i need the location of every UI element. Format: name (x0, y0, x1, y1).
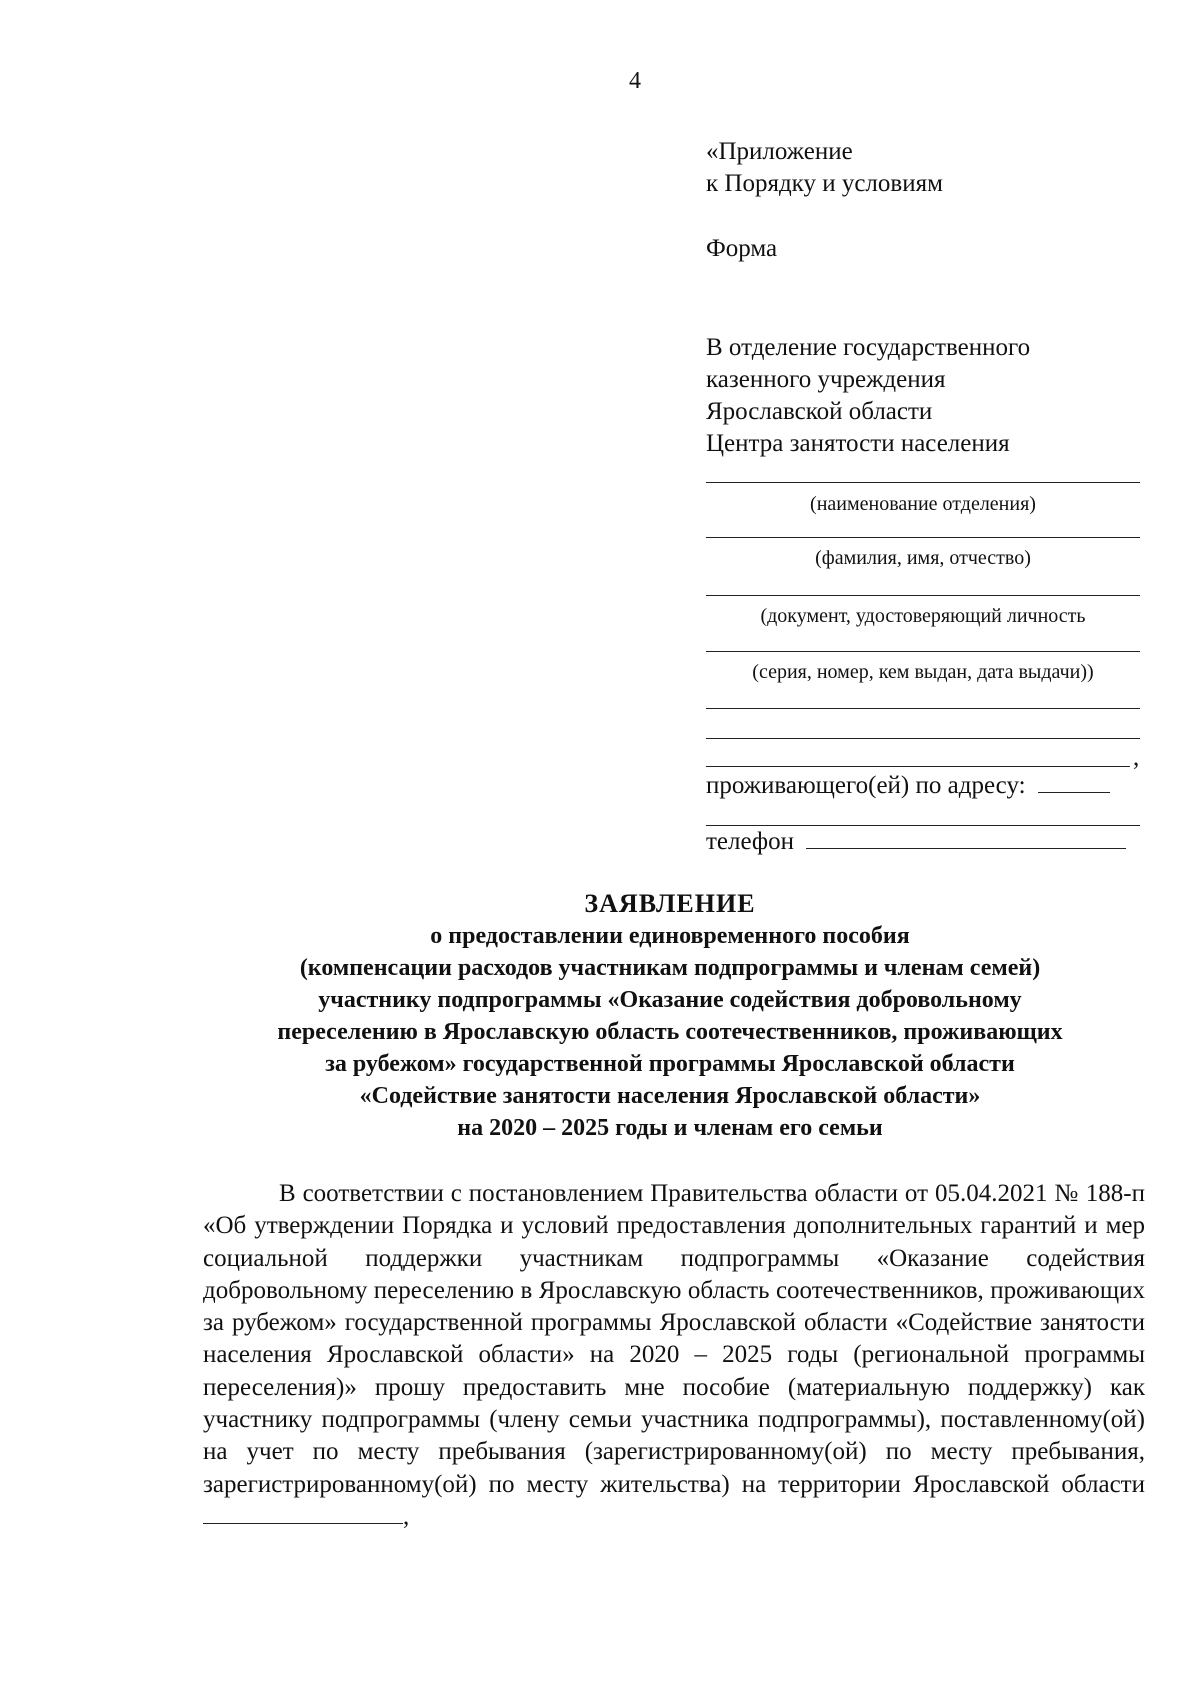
title-line: участнику подпрограммы «Оказание содействия добровольному (318, 987, 1022, 1013)
annex-heading (706, 136, 1140, 200)
phone-label: телефон (706, 828, 794, 855)
document-title (180, 888, 1160, 1144)
title-main: ЗАЯВЛЕНИЕ (584, 889, 756, 918)
phone-input-line[interactable] (806, 826, 1126, 849)
id-document-caption: (документ, удостоверяющий личность (760, 605, 1086, 627)
title-line: «Содействие занятости населения Ярославской области» (359, 1083, 981, 1109)
id-details-caption: (серия, номер, кем выдан, дата выдачи)) (752, 661, 1094, 683)
branch-name-caption: (наименование отделения) (810, 493, 1036, 515)
title-line: за рубежом» государственной программы Ярославской области (325, 1051, 1015, 1077)
id-document-line[interactable] (706, 595, 1140, 596)
addressee-line: В отделение государственного (706, 334, 1031, 361)
title-line: (компенсации расходов участникам подпрограммы и членам семей) (299, 955, 1041, 981)
form-label: Форма (706, 235, 778, 262)
line-end-comma: , (1133, 744, 1140, 771)
annex-line: к Порядку и условиям (706, 170, 943, 197)
full-name-caption: (фамилия, имя, отчество) (815, 547, 1031, 569)
extra-line[interactable] (706, 766, 1130, 767)
title-line: переселению в Ярославскую область соотечественников, проживающих (277, 1019, 1063, 1045)
extra-line[interactable] (706, 738, 1140, 739)
residence-label: проживающего(ей) по адресу: (706, 772, 1026, 799)
addressee-block (706, 332, 1140, 460)
body-tail-comma: , (403, 1502, 410, 1530)
branch-name-line[interactable] (706, 482, 1140, 483)
residence-field (706, 770, 1140, 802)
addressee-line: казенного учреждения (706, 366, 946, 393)
title-line: на 2020 – 2025 годы и членам его семьи (457, 1115, 883, 1141)
addressee-line: Ярославской области (706, 398, 933, 425)
phone-field (706, 826, 1140, 858)
annex-line: «Приложение (706, 138, 853, 165)
body-paragraph (203, 1178, 1145, 1533)
id-details-line[interactable] (706, 651, 1140, 652)
residence-input-line[interactable] (1038, 770, 1110, 793)
page-number: 4 (629, 68, 641, 94)
extra-line[interactable] (706, 708, 1140, 709)
full-name-line[interactable] (706, 537, 1140, 538)
addressee-line: Центра занятости населения (706, 430, 1010, 457)
body-text: В соответствии с постановлением Правительства области от 05.04.2021 № 188-п «Об утверждении Порядка и условий предоставления дополнительных гарантий и мер социальной поддержки участникам подпрограммы «Оказание содействия добровольному переселению в Ярославскую область соотечественников, проживающих за рубежом» государственной программы Ярославской области «Содействие занятости населения Ярославской области» на 2020 – 2025 годы (региональной программы переселения)» прошу предоставить мне пособие (материальную поддержку) как участнику подпрограммы (члену семьи участника подпрограммы), поставленному(ой) на учет по месту пребывания (зарегистрированному(ой) по месту пребывания, зарегистрированному(ой) по месту жительства) на территории Ярославской области (203, 1180, 1145, 1498)
region-input-line[interactable] (203, 1501, 403, 1524)
title-line: о предоставлении единовременного пособия (430, 923, 910, 949)
